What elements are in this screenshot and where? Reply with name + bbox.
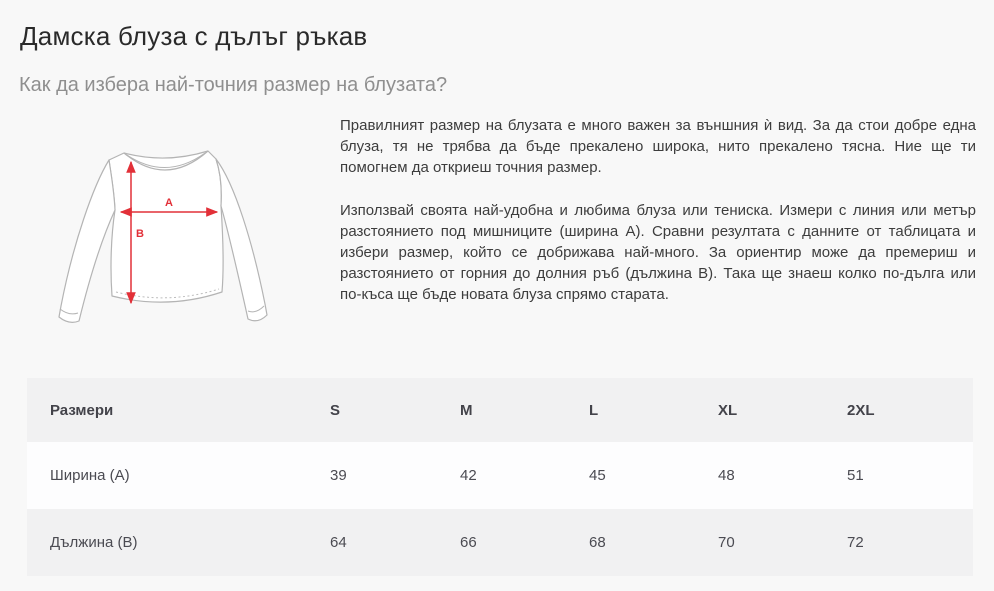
- size-table-header-sizes: Размери: [27, 378, 330, 442]
- blouse-outline: [59, 151, 267, 322]
- row-label-width: Ширина (A): [27, 442, 330, 509]
- page-subtitle: Как да избера най-точния размер на блузата?: [19, 74, 448, 96]
- size-table-header-2xl: 2XL: [847, 378, 973, 442]
- width-value-s: 39: [330, 442, 460, 509]
- size-table-header-m: M: [460, 378, 589, 442]
- length-value-l: 68: [589, 509, 718, 576]
- row-label-length: Дължина (B): [27, 509, 330, 576]
- width-value-l: 45: [589, 442, 718, 509]
- size-table-header-l: L: [589, 378, 718, 442]
- length-arrow-label: B: [136, 228, 144, 240]
- blouse-illustration: [45, 124, 325, 354]
- width-value-2xl: 51: [847, 442, 973, 509]
- blouse-measurement-diagram: [45, 124, 325, 354]
- width-value-m: 42: [460, 442, 589, 509]
- length-value-s: 64: [330, 509, 460, 576]
- page-title: Дамска блуза с дълъг ръкав: [20, 21, 368, 51]
- size-table: [27, 378, 973, 576]
- description-paragraph-1: Правилният размер на блузата е много важен за външния ѝ вид. За да стои добре една блуза, тя не трябва да бъде прекалено широка, нито прекалено тясна. Ние ще ти помогнем да откриеш точния размер.: [340, 117, 976, 176]
- width-value-xl: 48: [718, 442, 847, 509]
- length-value-xl: 70: [718, 509, 847, 576]
- size-table-header-row: [27, 378, 973, 442]
- length-value-2xl: 72: [847, 509, 973, 576]
- description-paragraph-2: Използвай своята най-удобна и любима блуза или тениска. Измери с линия или метър разстоянието под мишниците (ширина A). Сравни резултата с данните от таблицата и избери размер, който се добрижава най-много. За ориентир може да премериш и разстоянието от горния до долния ръб (дължина B). Така ще знаеш колко по-дълга или по-къса ще бъде новата блуза спрямо старата.: [340, 202, 976, 303]
- size-table-header-s: S: [330, 378, 460, 442]
- size-table-header-xl: XL: [718, 378, 847, 442]
- length-value-m: 66: [460, 509, 589, 576]
- width-arrow-label: A: [165, 197, 173, 209]
- table-row-width: [27, 442, 973, 509]
- table-row-length: [27, 509, 973, 576]
- sizing-description: [340, 115, 976, 327]
